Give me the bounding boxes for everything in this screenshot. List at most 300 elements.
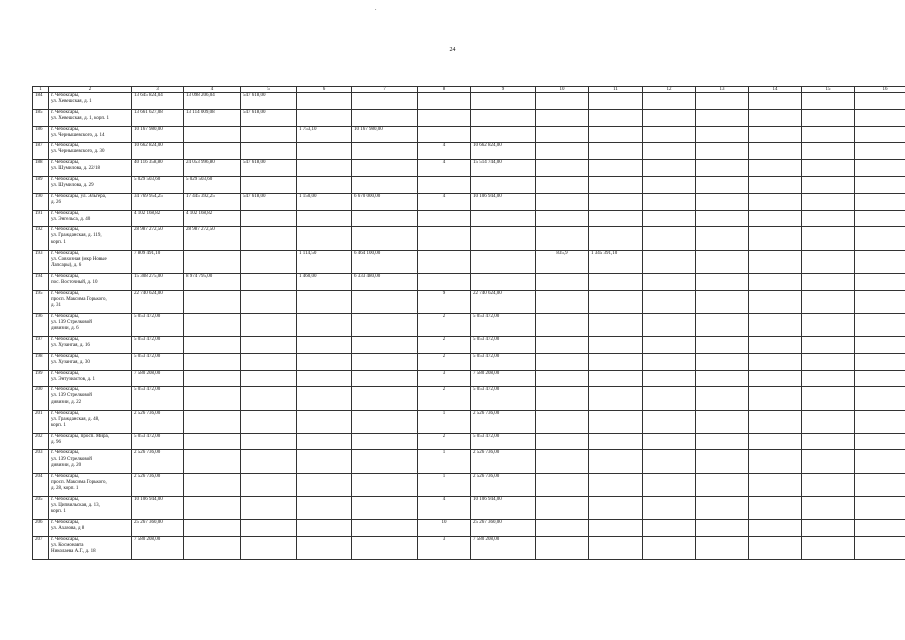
value-cell-c3: 28 987 272,50 (132, 227, 184, 250)
address-cell (49, 250, 132, 273)
column-number-10: 10 (536, 87, 589, 93)
empty-cell (802, 353, 855, 370)
value-cell-c3: 2 526 736,00 (132, 473, 184, 496)
empty-cell (696, 353, 749, 370)
value-cell-c3: 2 526 736,00 (132, 450, 184, 473)
value-cell-c3: 2 526 736,00 (132, 410, 184, 433)
value-cell-c7 (352, 473, 418, 496)
empty-cell (802, 273, 855, 290)
empty-cell (802, 250, 855, 273)
value-cell-c9: 10 106 944,00 (471, 496, 536, 519)
value-cell-c7 (352, 227, 418, 250)
address-cell (49, 433, 132, 450)
value-cell-c10 (536, 273, 589, 290)
empty-cell (855, 536, 905, 559)
value-cell-c6 (297, 353, 352, 370)
table-row (33, 250, 905, 273)
empty-cell (749, 336, 802, 353)
value-cell-c11 (589, 290, 643, 313)
empty-cell (749, 176, 802, 193)
row-number-cell: 194 (33, 273, 49, 290)
value-cell-c9: 15 514 744,00 (471, 160, 536, 177)
value-cell-c3: 5 053 472,00 (132, 433, 184, 450)
address-line: дивизии, д. 22 (51, 399, 82, 405)
empty-cell (696, 126, 749, 143)
value-cell-c11 (589, 193, 643, 210)
value-cell-c6 (297, 93, 352, 110)
value-cell-c8: 4 (418, 143, 471, 160)
table-row (33, 313, 905, 336)
value-cell-c7 (352, 353, 418, 370)
address-cell (49, 160, 132, 177)
address-line: г. Чебоксары, (51, 496, 80, 502)
value-cell-c5 (241, 353, 297, 370)
value-cell-c4 (184, 126, 241, 143)
address-line: г. Чебоксары, (51, 126, 80, 132)
value-cell-c7 (352, 313, 418, 336)
address-cell (49, 210, 132, 227)
value-cell-c4: 13 098 206,04 (184, 93, 241, 110)
column-number-4: 4 (184, 87, 241, 93)
value-cell-c6 (297, 336, 352, 353)
table-row (33, 290, 905, 313)
empty-cell (696, 193, 749, 210)
table-row (33, 433, 905, 450)
value-cell-c10 (536, 290, 589, 313)
value-cell-c11 (589, 210, 643, 227)
empty-cell (855, 387, 905, 410)
table-row (33, 109, 905, 126)
address-cell (49, 109, 132, 126)
address-line: г. Чебоксары, (51, 176, 80, 182)
address-line: дивизии, д. 6 (51, 325, 79, 331)
table-row (33, 93, 905, 110)
value-cell-c7 (352, 370, 418, 387)
row-number-cell: 198 (33, 353, 49, 370)
value-cell-c4: 24 053 996,80 (184, 160, 241, 177)
column-number-8: 8 (418, 87, 471, 93)
value-cell-c8: 2 (418, 433, 471, 450)
value-cell-c8: 4 (418, 160, 471, 177)
value-cell-c6 (297, 450, 352, 473)
value-cell-c6: 1 114,50 (297, 250, 352, 273)
value-cell-c7 (352, 160, 418, 177)
column-number-15: 15 (802, 87, 855, 93)
row-number-cell: 188 (33, 160, 49, 177)
address-line: ул. Совхозная (мкр Новые (51, 256, 107, 262)
row-number-cell: 203 (33, 450, 49, 473)
value-cell-c3: 34 769 954,25 (132, 193, 184, 210)
value-cell-c8: 3 (418, 370, 471, 387)
empty-cell (855, 143, 905, 160)
value-cell-c9: 7 580 208,00 (471, 536, 536, 559)
value-cell-c4: 13 114 009,08 (184, 109, 241, 126)
row-number-cell: 204 (33, 473, 49, 496)
value-cell-c3: 7 580 208,00 (132, 536, 184, 559)
address-line: ул. Гражданская, д. 119, (51, 233, 102, 239)
value-cell-c6 (297, 520, 352, 537)
value-cell-c8 (418, 210, 471, 227)
value-cell-c8: 10 (418, 520, 471, 537)
column-number-9: 9 (471, 87, 536, 93)
value-cell-c11 (589, 387, 643, 410)
value-cell-c7 (352, 387, 418, 410)
empty-cell (749, 536, 802, 559)
value-cell-c5 (241, 520, 297, 537)
empty-cell (749, 473, 802, 496)
value-cell-c7 (352, 176, 418, 193)
value-cell-c10 (536, 336, 589, 353)
value-cell-c9: 5 053 472,00 (471, 313, 536, 336)
address-line: г. Чебоксары, (51, 313, 80, 319)
value-cell-c9 (471, 273, 536, 290)
value-cell-c10 (536, 160, 589, 177)
empty-cell (749, 433, 802, 450)
empty-cell (696, 143, 749, 160)
value-cell-c8: 3 (418, 536, 471, 559)
value-cell-c5 (241, 273, 297, 290)
empty-cell (802, 370, 855, 387)
address-line: ул. Хевешская, д. 1 (51, 99, 92, 105)
address-line: д. 96 (51, 439, 62, 445)
value-cell-c3: 25 267 360,00 (132, 520, 184, 537)
empty-cell (643, 387, 696, 410)
address-cell (49, 336, 132, 353)
value-cell-c5 (241, 176, 297, 193)
empty-cell (696, 473, 749, 496)
empty-cell (855, 126, 905, 143)
value-cell-c5 (241, 313, 297, 336)
value-cell-c6 (297, 210, 352, 227)
empty-cell (802, 450, 855, 473)
empty-cell (696, 520, 749, 537)
address-line: ул. Чернышевского, д. 14 (51, 132, 105, 138)
row-number-cell: 190 (33, 193, 49, 210)
empty-cell (749, 126, 802, 143)
value-cell-c4 (184, 433, 241, 450)
row-number-cell: 206 (33, 520, 49, 537)
value-cell-c9: 2 526 736,00 (471, 473, 536, 496)
value-cell-c4 (184, 143, 241, 160)
value-cell-c7 (352, 520, 418, 537)
table-row (33, 353, 905, 370)
value-cell-c9 (471, 176, 536, 193)
empty-cell (696, 250, 749, 273)
page-number: 24 (449, 47, 456, 53)
empty-cell (802, 126, 855, 143)
empty-cell (749, 496, 802, 519)
address-line: Николаева А.Г., д. 18 (51, 549, 96, 555)
address-cell (49, 370, 132, 387)
column-number-16: 16 (855, 87, 905, 93)
empty-cell (855, 290, 905, 313)
value-cell-c4 (184, 250, 241, 273)
value-cell-c3: 5 053 472,00 (132, 353, 184, 370)
empty-cell (643, 313, 696, 336)
value-cell-c6: 1 150,00 (297, 193, 352, 210)
empty-cell (643, 536, 696, 559)
value-cell-c5 (241, 473, 297, 496)
value-cell-c11 (589, 536, 643, 559)
empty-cell (802, 536, 855, 559)
value-cell-c5 (241, 370, 297, 387)
address-line: просп. Максима Горького, (51, 479, 107, 485)
value-cell-c6: 1 753,10 (297, 126, 352, 143)
column-number-1: 1 (33, 87, 49, 93)
address-line: г. Чебоксары, (51, 273, 80, 279)
address-cell (49, 93, 132, 110)
value-cell-c4: 4 102 168,82 (184, 210, 241, 227)
table-row (33, 520, 905, 537)
empty-cell (855, 353, 905, 370)
empty-cell (855, 193, 905, 210)
empty-cell (696, 313, 749, 336)
value-cell-c7: 10 167 980,00 (352, 126, 418, 143)
empty-cell (855, 450, 905, 473)
address-line: ул. Энгельса, д. 40 (51, 216, 91, 222)
empty-cell (802, 227, 855, 250)
value-cell-c5 (241, 250, 297, 273)
table-row (33, 450, 905, 473)
value-cell-c8 (418, 250, 471, 273)
value-cell-c5: 547 618,00 (241, 160, 297, 177)
address-cell (49, 496, 132, 519)
value-cell-c11 (589, 273, 643, 290)
row-number-cell: 207 (33, 536, 49, 559)
empty-cell (643, 109, 696, 126)
empty-cell (643, 450, 696, 473)
row-number-cell: 191 (33, 210, 49, 227)
empty-cell (643, 473, 696, 496)
value-cell-c11 (589, 313, 643, 336)
empty-cell (855, 273, 905, 290)
value-cell-c6 (297, 433, 352, 450)
value-cell-c5 (241, 496, 297, 519)
value-cell-c8 (418, 126, 471, 143)
address-line: д. 31 (51, 302, 62, 308)
value-cell-c6 (297, 109, 352, 126)
address-line: г. Чебоксары, (51, 143, 80, 149)
address-cell (49, 520, 132, 537)
row-number-cell: 185 (33, 109, 49, 126)
value-cell-c5 (241, 450, 297, 473)
value-cell-c8: 1 (418, 450, 471, 473)
empty-cell (749, 143, 802, 160)
empty-cell (696, 450, 749, 473)
empty-cell (696, 410, 749, 433)
empty-cell (643, 410, 696, 433)
table-row (33, 496, 905, 519)
empty-cell (802, 210, 855, 227)
value-cell-c4: 17 445 392,25 (184, 193, 241, 210)
column-number-5: 5 (241, 87, 297, 93)
table-row (33, 210, 905, 227)
value-cell-c8 (418, 273, 471, 290)
value-cell-c7 (352, 109, 418, 126)
empty-cell (802, 160, 855, 177)
empty-cell (696, 93, 749, 110)
value-cell-c3: 5 053 472,00 (132, 313, 184, 336)
row-number-cell: 201 (33, 410, 49, 433)
table-row (33, 193, 905, 210)
value-cell-c8: 2 (418, 313, 471, 336)
address-line: г. Чебоксары, просп. Мира, (51, 433, 109, 439)
value-cell-c4 (184, 313, 241, 336)
empty-cell (643, 227, 696, 250)
value-cell-c10 (536, 126, 589, 143)
column-number-7: 7 (352, 87, 418, 93)
value-cell-c3: 22 740 624,00 (132, 290, 184, 313)
address-line: ул. 139 Стрелковой (51, 319, 92, 325)
value-cell-c11 (589, 143, 643, 160)
empty-cell (749, 160, 802, 177)
empty-cell (643, 210, 696, 227)
value-cell-c11 (589, 433, 643, 450)
address-line: д. 28, корп. 1 (51, 485, 79, 491)
empty-cell (802, 290, 855, 313)
value-cell-c11 (589, 160, 643, 177)
value-cell-c10 (536, 410, 589, 433)
empty-cell (802, 143, 855, 160)
empty-cell (749, 387, 802, 410)
column-number-11: 11 (589, 87, 643, 93)
value-cell-c5 (241, 336, 297, 353)
value-cell-c4 (184, 450, 241, 473)
empty-cell (643, 353, 696, 370)
address-line: г. Чебоксары, (51, 450, 80, 456)
address-cell (49, 353, 132, 370)
value-cell-c7 (352, 290, 418, 313)
address-line: г. Чебоксары, ул. Эльгера, (51, 193, 107, 199)
address-line: г. Чебоксары, (51, 210, 80, 216)
empty-cell (749, 313, 802, 336)
empty-cell (749, 210, 802, 227)
address-cell (49, 473, 132, 496)
value-cell-c6 (297, 290, 352, 313)
row-number-cell: 199 (33, 370, 49, 387)
empty-cell (855, 227, 905, 250)
empty-cell (802, 93, 855, 110)
value-cell-c9: 22 740 624,00 (471, 290, 536, 313)
address-line: ул. Энтузиастов, д. 1 (51, 376, 95, 382)
empty-cell (855, 93, 905, 110)
table-row (33, 473, 905, 496)
value-cell-c3: 7 580 208,00 (132, 370, 184, 387)
empty-cell (855, 313, 905, 336)
empty-cell (749, 227, 802, 250)
value-cell-c5: 547 618,00 (241, 109, 297, 126)
value-cell-c3: 13 661 627,08 (132, 109, 184, 126)
address-line: г. Чебоксары, (51, 520, 80, 526)
address-line: г. Чебоксары, (51, 109, 80, 115)
empty-cell (749, 109, 802, 126)
empty-cell (749, 520, 802, 537)
empty-cell (696, 227, 749, 250)
empty-cell (802, 520, 855, 537)
address-line: Лапсары), д. 6 (51, 262, 82, 268)
value-cell-c7: 6 670 000,00 (352, 193, 418, 210)
value-cell-c11 (589, 473, 643, 496)
empty-cell (749, 290, 802, 313)
value-cell-c6 (297, 473, 352, 496)
column-number-13: 13 (696, 87, 749, 93)
value-cell-c8 (418, 227, 471, 250)
table-row (33, 387, 905, 410)
value-cell-c9: 2 526 736,00 (471, 450, 536, 473)
value-cell-c11 (589, 410, 643, 433)
empty-cell (749, 370, 802, 387)
value-cell-c10 (536, 473, 589, 496)
address-cell (49, 227, 132, 250)
row-number-cell: 197 (33, 336, 49, 353)
value-cell-c10 (536, 176, 589, 193)
value-cell-c8: 9 (418, 290, 471, 313)
value-cell-c7 (352, 496, 418, 519)
value-cell-c9: 5 053 472,00 (471, 433, 536, 450)
empty-cell (802, 433, 855, 450)
empty-cell (643, 370, 696, 387)
empty-cell (696, 496, 749, 519)
address-cell (49, 273, 132, 290)
address-line: г. Чебоксары, (51, 353, 80, 359)
empty-cell (855, 210, 905, 227)
value-cell-c3: 10 167 980,00 (132, 126, 184, 143)
value-cell-c3: 10 662 824,00 (132, 143, 184, 160)
value-cell-c8 (418, 109, 471, 126)
value-cell-c9 (471, 227, 536, 250)
empty-cell (855, 109, 905, 126)
value-cell-c8: 4 (418, 193, 471, 210)
empty-cell (802, 109, 855, 126)
column-number-12: 12 (643, 87, 696, 93)
table-row (33, 176, 905, 193)
address-cell (49, 313, 132, 336)
address-line: ул. 139 Стрелковой (51, 456, 92, 462)
empty-cell (696, 387, 749, 410)
value-cell-c4 (184, 387, 241, 410)
address-line: ул. Чернышевского, д. 30 (51, 149, 105, 155)
value-cell-c10 (536, 387, 589, 410)
value-cell-c4 (184, 370, 241, 387)
value-cell-c11: 1 345 391,10 (589, 250, 643, 273)
empty-cell (749, 410, 802, 433)
value-cell-c7 (352, 410, 418, 433)
value-cell-c7 (352, 143, 418, 160)
value-cell-c5 (241, 433, 297, 450)
value-cell-c10 (536, 313, 589, 336)
value-cell-c9 (471, 126, 536, 143)
value-cell-c10 (536, 93, 589, 110)
value-cell-c9: 5 053 472,00 (471, 336, 536, 353)
empty-cell (696, 290, 749, 313)
value-cell-c10 (536, 370, 589, 387)
table-row (33, 273, 905, 290)
row-number-cell: 193 (33, 250, 49, 273)
value-cell-c5 (241, 290, 297, 313)
value-cell-c9 (471, 109, 536, 126)
value-cell-c8 (418, 93, 471, 110)
column-number-3: 3 (132, 87, 184, 93)
value-cell-c8: 2 (418, 353, 471, 370)
empty-cell (855, 370, 905, 387)
address-line: г. Чебоксары, (51, 410, 80, 416)
address-line: г. Чебоксары, (51, 93, 80, 98)
value-cell-c4 (184, 410, 241, 433)
column-number-2: 2 (49, 87, 132, 93)
value-cell-c9: 10 662 824,00 (471, 143, 536, 160)
empty-cell (802, 387, 855, 410)
value-cell-c5 (241, 387, 297, 410)
